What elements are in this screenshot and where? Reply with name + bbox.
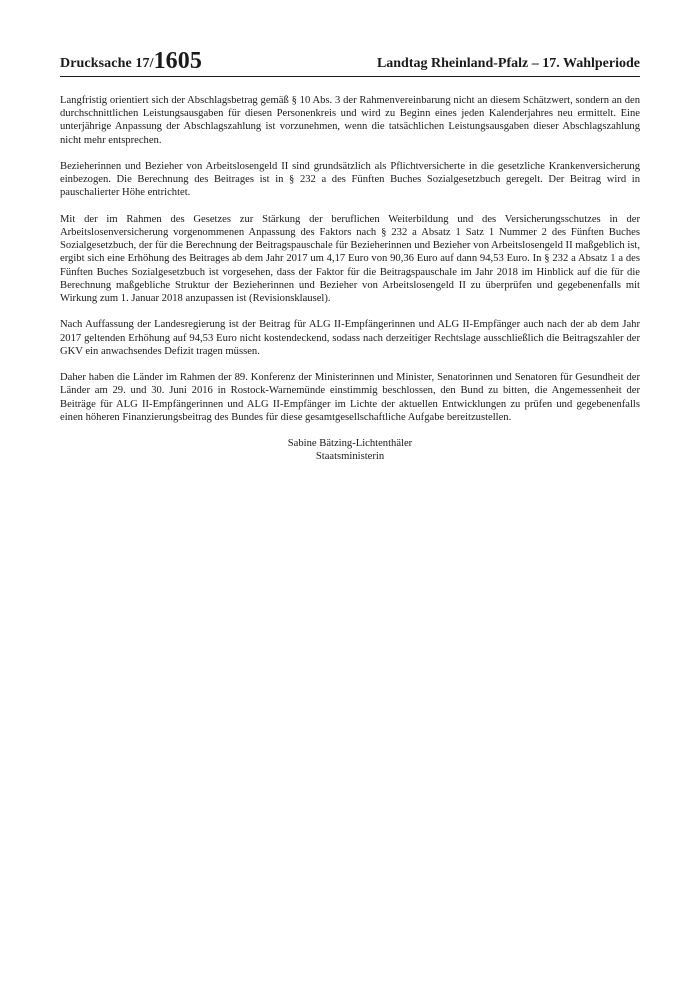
document-number	[60, 50, 202, 72]
paragraph: Daher haben die Länder im Rahmen der 89. Konferenz der Ministerinnen und Minister, Senatorinnen und Senatoren für Gesundheit der Länder am 29. und 30. Juni 2016 in Rostock-Warnemünde einstimmig beschlossen, den Bund zu bitten, die Angemessenheit der Beiträge für ALG II-Empfängerinnen und ALG II-Empfänger im Lichte der aktuellen Entwicklungen zu prüfen und gegebenenfalls einen höheren Finanzierungsbeitrag des Bundes für diese gesamtgesellschaftliche Aufgabe bereitzustellen.	[60, 372, 640, 423]
document-body	[60, 94, 640, 464]
signatory-title: Staatsministerin	[315, 451, 385, 463]
paragraph: Mit der im Rahmen des Gesetzes zur Stärkung der beruflichen Weiterbildung und des Versicherungsschutzes in der Arbeitslosenversicherung vorgenommenen Anpassung des Faktors nach § 232 a Absatz 1 Satz 1 Nummer 2 des Fünften Buches Sozialgesetzbuch, der für die Berechnung der Beitragspauschale für Bezieherinnen und Bezieher von Arbeitslosengeld II maßgeblich ist, ergibt sich eine Erhöhung des Beitrages ab dem Jahr 2017 um 4,17 Euro von 90,36 Euro auf dann 94,53 Euro. In § 232 a Absatz 1 a des Fünften Buches Sozialgesetzbuch ist vorgesehen, dass der Faktor für die Beitragspauschale im Jahr 2018 im Hinblick auf die für die Berechnung maßgebliche Struktur der Bezieherinnen und Bezieher von Arbeitslosengeld II zu überprüfen und gegebenenfalls mit Wirkung zum 1. Januar 2018 anzupassen ist (Revisionsklausel).	[60, 213, 640, 305]
paragraph: Nach Auffassung der Landesregierung ist der Beitrag für ALG II-Empfängerinnen und ALG II-Empfänger auch nach der ab dem Jahr 2017 geltenden Erhöhung auf 94,53 Euro nicht kostendeckend, sodass nach derzeitiger Rechtslage ausschließlich die Beitragszahler der GKV ein anwachsendes Defizit tragen müssen.	[60, 319, 640, 357]
parliament-title: Landtag Rheinland-Pfalz – 17. Wahlperiode	[376, 56, 640, 71]
signature-block	[60, 437, 640, 463]
page-header	[60, 42, 640, 77]
paragraph: Bezieherinnen und Bezieher von Arbeitslosengeld II sind grundsätzlich als Pflichtversicherte in die gesetzliche Krankenversicherung einbezogen. Die Berechnung des Beitrages ist in § 232 a des Fünften Buches Sozialgesetzbuch geregelt. Der Beitrag wird in pauschalierter Höhe entrichtet.	[60, 161, 640, 199]
signatory-name: Sabine Bätzing-Lichtenthäler	[287, 438, 413, 450]
document-number-label: Drucksache 17/	[60, 56, 154, 71]
document-number-value: 1605	[153, 48, 202, 74]
paragraph: Langfristig orientiert sich der Abschlagsbetrag gemäß § 10 Abs. 3 der Rahmenvereinbarung nicht an diesem Schätzwert, sondern an den durchschnittlichen Leistungsausgaben für diesen Personenkreis und wird zu Beginn eines jeden Kalenderjahres neu ermittelt. Eine unterjährige Anpassung der Abschlagszahlung ist vorzunehmen, wenn die tatsächlichen Leistungsausgaben dieser Abschlagszahlung nicht mehr entsprechen.	[60, 95, 640, 146]
